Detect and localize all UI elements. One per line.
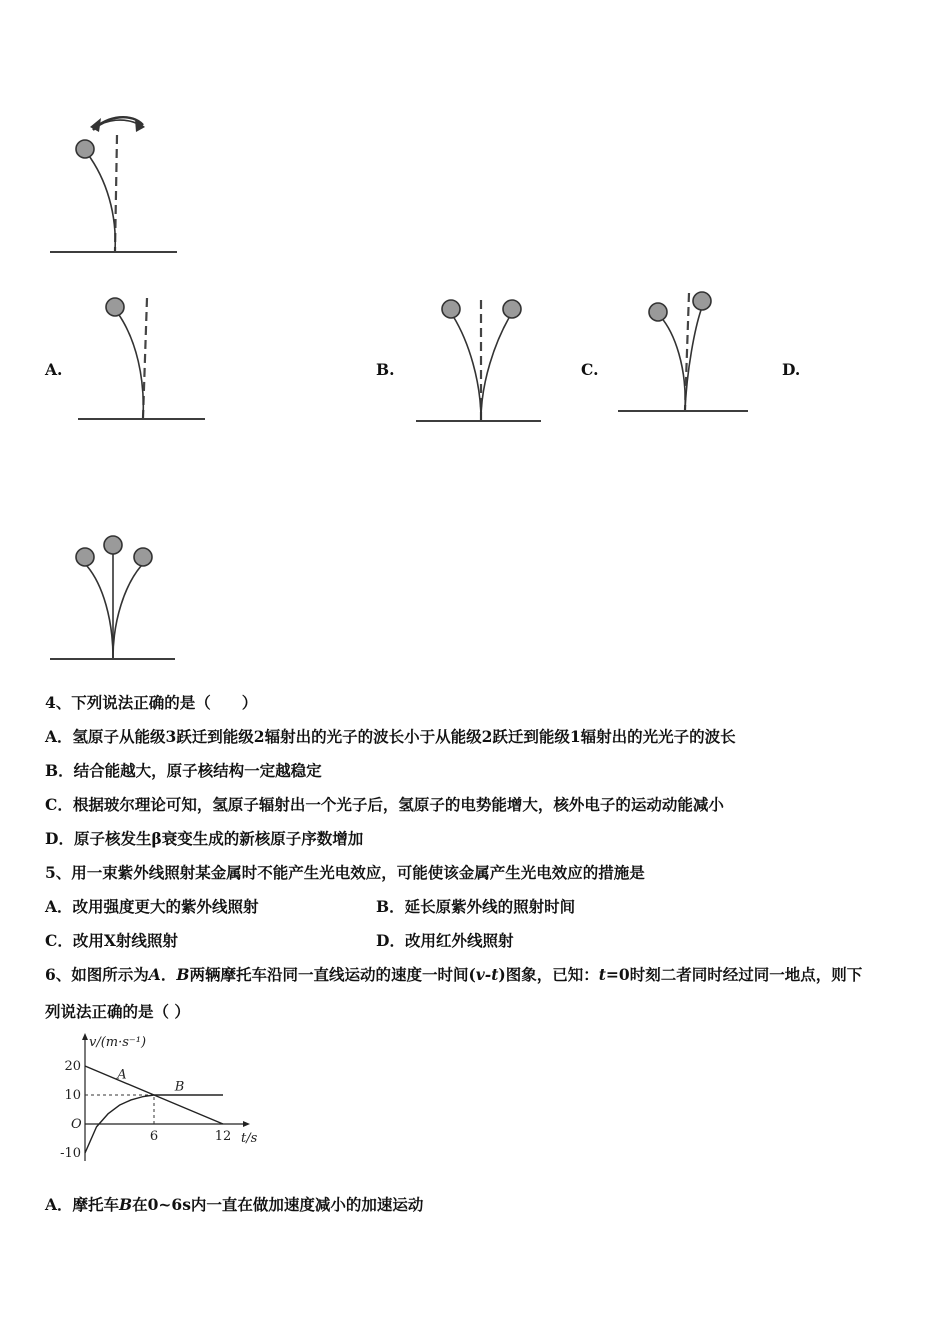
q5-option-c: C．改用X射线照射: [45, 931, 178, 950]
q5-option-b: B．延长原紫外线的照射时间: [376, 897, 576, 916]
q3-option-b-figure: [413, 292, 548, 427]
q6-option-a-post: 在0~6s内一直在做加速度减小的加速运动: [132, 1195, 424, 1214]
q6-stem-mid2: )图象，已知：: [498, 965, 599, 984]
q4-option-d: D．原子核发生β衰变生成的新核原子序数增加: [45, 829, 364, 848]
q3-option-d-label: D.: [782, 360, 801, 379]
q6-stem-sep: ．: [160, 965, 177, 984]
series-a-label: A: [117, 1067, 127, 1083]
q6-stem-b: B: [176, 965, 190, 984]
q3-stem-figure: [45, 105, 185, 260]
q6-vt-chart: [45, 1030, 275, 1170]
q3-option-d-figure: [45, 530, 180, 665]
q6-option-a: [45, 1195, 423, 1215]
y-axis-label: v/(m·s⁻¹): [89, 1035, 147, 1050]
y-tick-label: 20: [64, 1059, 81, 1074]
q6-stem-vt: v-t: [475, 965, 499, 984]
x-tick-label: 6: [149, 1129, 159, 1144]
q4-option-c: C．根据玻尔理论可知，氢原子辐射出一个光子后，氢原子的电势能增大，核外电子的运动动能减小: [45, 795, 724, 814]
q6-stem-mid: 两辆摩托车沿同一直线运动的速度一时间(: [189, 965, 476, 984]
q6-option-a-b: B: [119, 1195, 133, 1214]
q6-stem-line1: [45, 965, 862, 985]
y-axis-arrow: [82, 1033, 88, 1040]
q4-option-a: A．氢原子从能级3跃迁到能级2辐射出的光子的波长小于从能级2跃迁到能级1辐射出的光光子的波长: [45, 727, 736, 746]
q6-option-a-pre: A．摩托车: [45, 1195, 120, 1214]
y-tick-label: -10: [60, 1146, 81, 1161]
x-tick-label: 12: [214, 1129, 232, 1144]
q4-stem: 4、下列说法正确的是（ ）: [45, 693, 258, 712]
q6-stem-post: =0时刻二者同时经过同一地点，则下: [605, 965, 863, 984]
q3-option-c-label: C.: [581, 360, 599, 379]
q3-option-a-figure: [75, 290, 210, 425]
q3-option-c-figure: [615, 288, 753, 418]
q6-stem-t: t: [598, 965, 606, 984]
q6-stem-a: A: [148, 965, 161, 984]
q5-option-a: A．改用强度更大的紫外线照射: [45, 897, 259, 916]
x-axis-label: t/s: [241, 1131, 258, 1146]
y-tick-label: 10: [64, 1088, 81, 1103]
q3-option-a-label: A.: [45, 360, 63, 379]
x-axis-arrow: [243, 1121, 250, 1127]
q6-stem-pre: 6、如图所示为: [45, 965, 149, 984]
series-b-label: B: [174, 1079, 185, 1095]
q3-option-b-label: B.: [376, 360, 395, 379]
origin-label: O: [71, 1117, 82, 1132]
q5-option-d: D．改用红外线照射: [376, 931, 514, 950]
q5-stem: 5、用一束紫外线照射某金属时不能产生光电效应，可能使该金属产生光电效应的措施是: [45, 863, 645, 882]
q4-option-b: B．结合能越大，原子核结构一定越稳定: [45, 761, 322, 780]
q6-stem-line2: 列说法正确的是（ ）: [45, 1002, 190, 1021]
